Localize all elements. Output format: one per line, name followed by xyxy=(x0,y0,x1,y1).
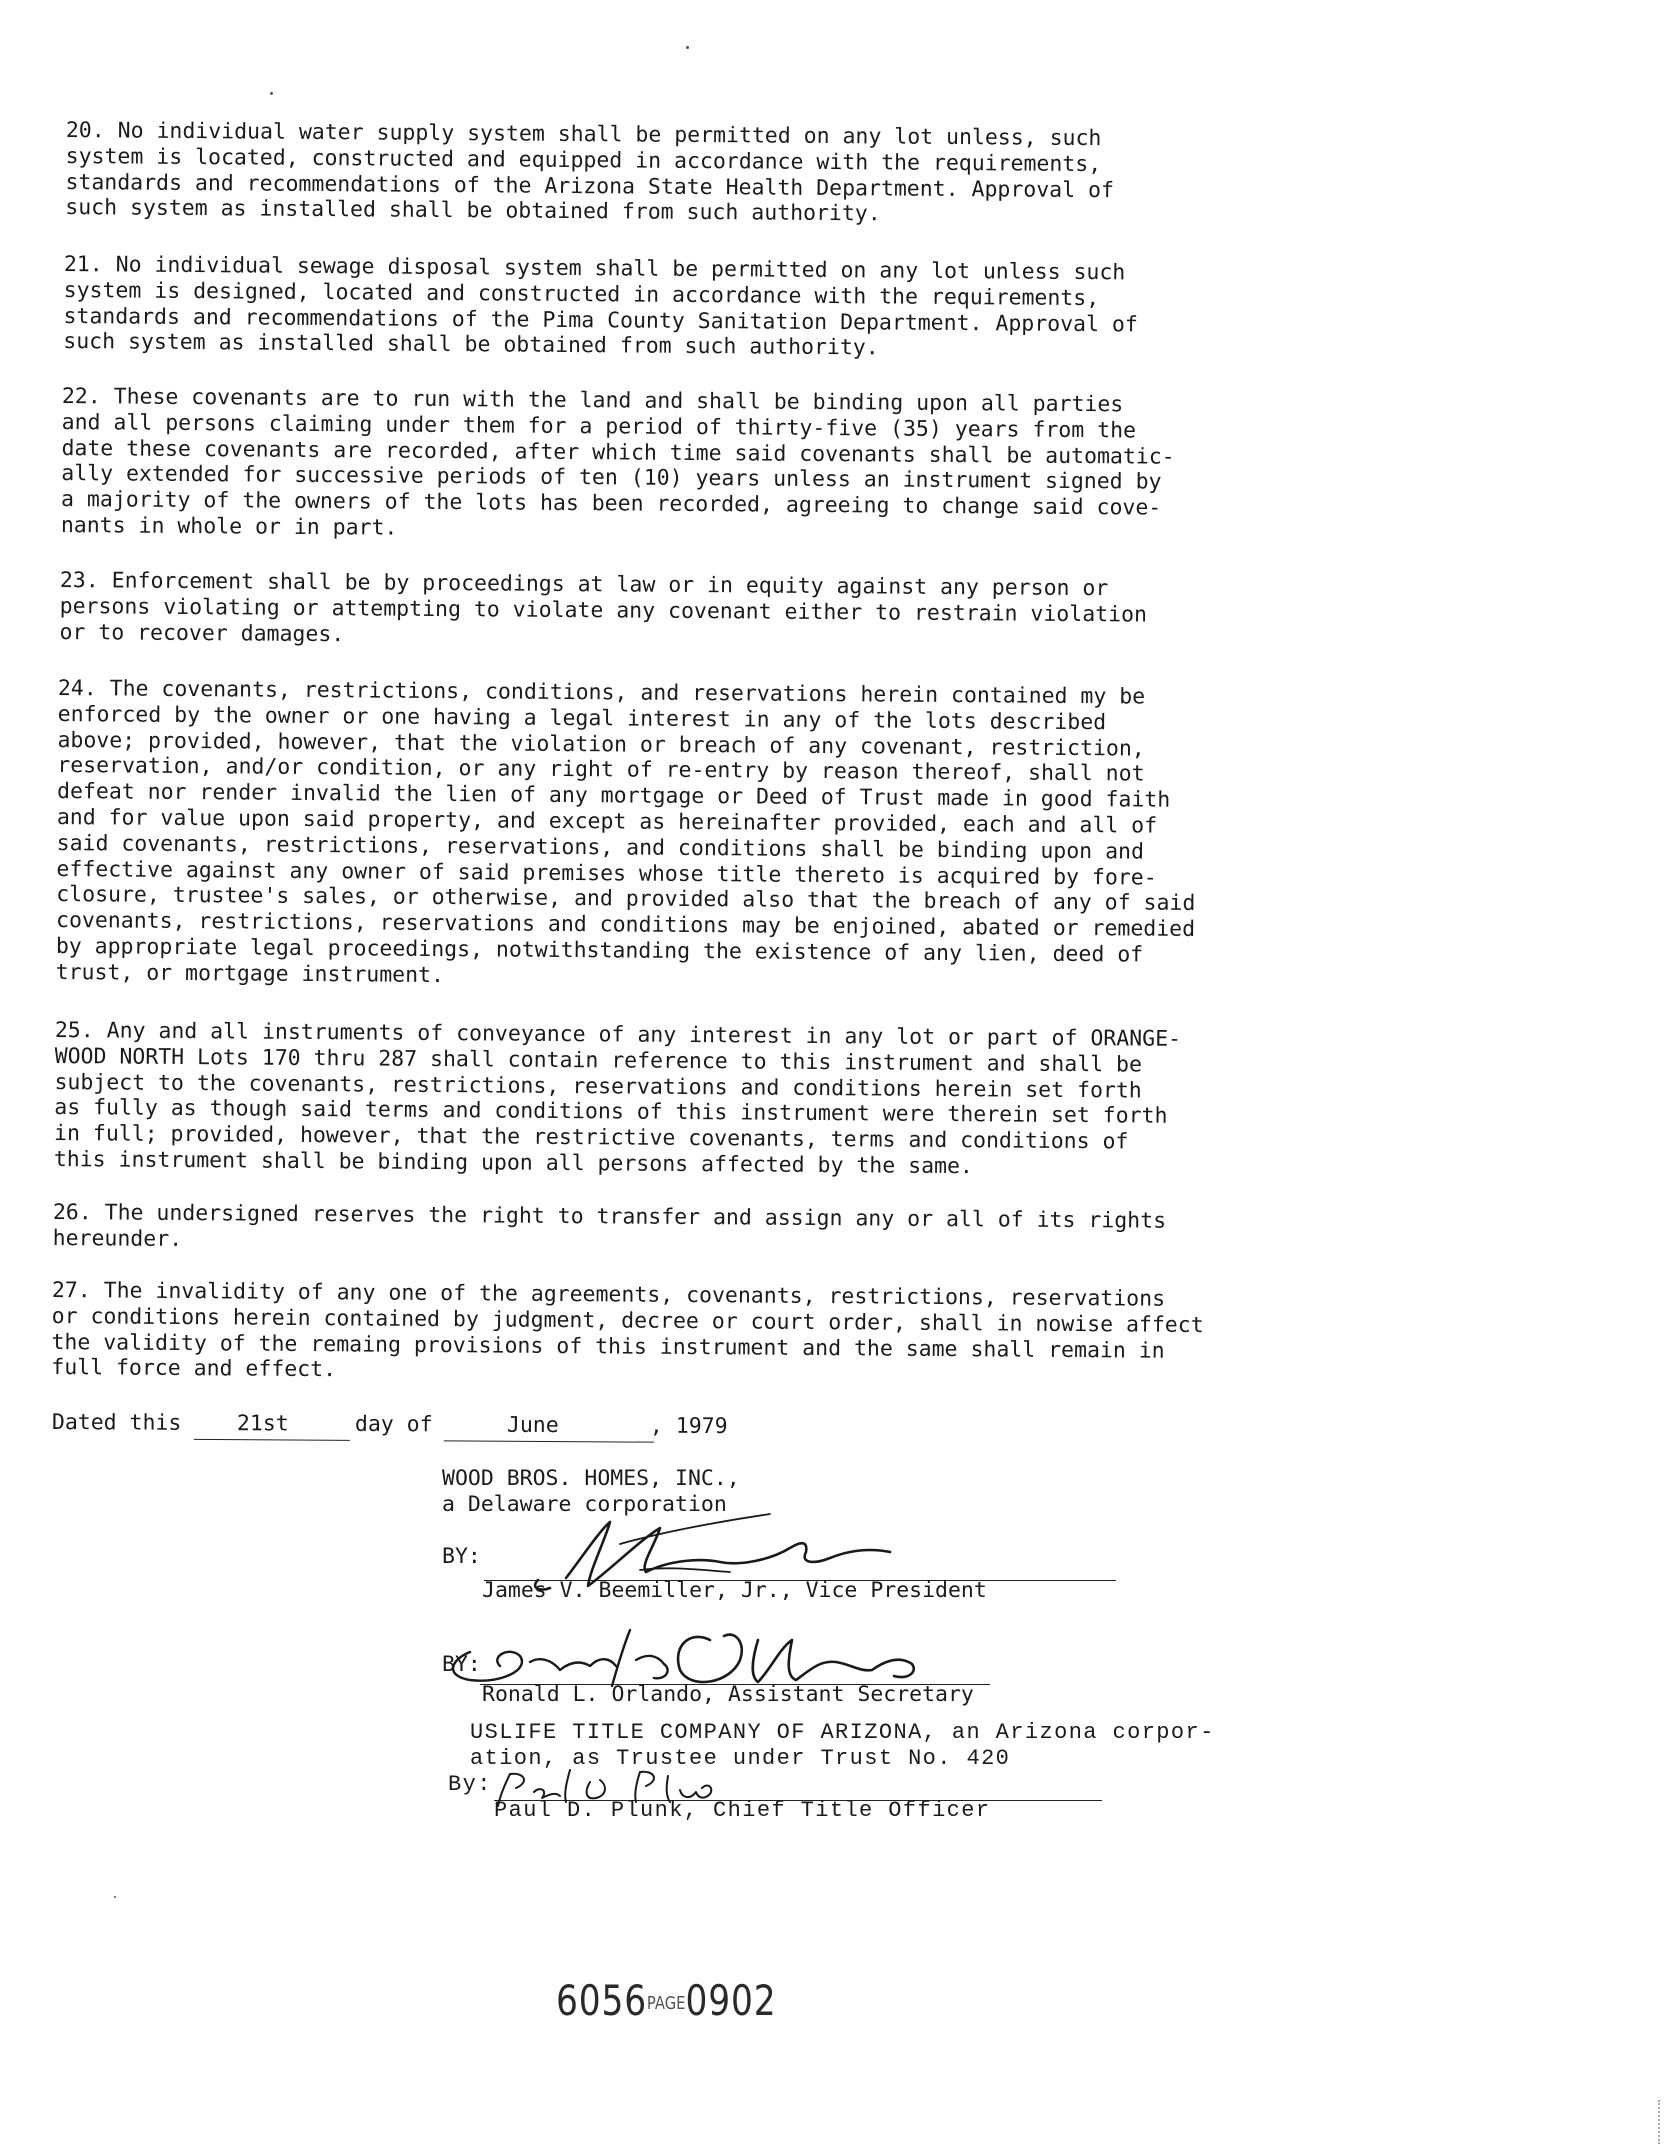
scan-speck xyxy=(270,92,273,95)
company-description: a Delaware corporation xyxy=(442,1492,727,1517)
signer-3-name: Paul D. Plunk, Chief Title Officer xyxy=(494,1798,991,1823)
signer-2-name: Ronald L. Orlando, Assistant Secretary xyxy=(482,1682,974,1707)
dated-prefix: Dated this xyxy=(51,1410,182,1436)
paragraph-25: 25. Any and all instruments of conveyance of any interest in any lot or part of ORANGE- WOOD NORTH Lots 170 thru 287 shall contain reference to this instrument and shall be subject to the covenants, restrictions, reservations and conditions herein set forth as fully as though said terms and conditions of this instrument were therein set forth in full; provided, however, that the restrictive covenants, terms and conditions of this instrument shall be binding upon all persons affected by the same. xyxy=(53,1018,1182,1180)
paragraph-26: 26. The undersigned reserves the right to transfer and assign any or all of its rights hereunder. xyxy=(52,1200,1167,1252)
signer-1-name: James V. Beemiller, Jr., Vice President xyxy=(482,1578,987,1603)
paragraph-24: 24. The covenants, restrictions, conditions, and reservations herein contained my be enforced by the owner or one having a legal interest in any of the lots described above; provided, however, that the violation or breach of any covenant, restriction, reservation, and/or condition, or any right of re-entry by reason thereof, shall not defeat nor render invalid the lien of any mortgage or Deed of Trust made in good faith and for value upon said property, and except as hereinafter provided, each and all of said covenants, restrictions, reservations, and conditions shall be binding upon and effective against any owner of said premises whose title thereto is acquired by fore- closure, trustee's sales, or otherwise, and provided also that the breach of any of said covenants, restrictions, reservations and conditions may be enjoined, abated or remedied by appropriate legal proceedings, notwithstanding the existence of any lien, deed of trust, or mortgage instrument. xyxy=(55,676,1196,988)
scan-speck xyxy=(114,1896,116,1898)
recording-stamp xyxy=(556,1976,776,2025)
by-label-3: By: xyxy=(448,1772,492,1797)
dated-line xyxy=(52,1410,832,1449)
scan-edge-marks xyxy=(1654,2100,1660,2144)
stamp-docket: 6056 xyxy=(556,1976,647,2025)
paragraph-22: 22. These covenants are to run with the land and shall be binding upon all parties and all persons claiming under them for a period of thirty-five (35) years from the date these covenants are recorded, after which time said covenants shall be automatic- ally extended for successive periods of ten (10) years unless an instrument signed by a majority of the owners of the lots has been recorded, agreeing to change said cove- nants in whole or in part. xyxy=(60,384,1175,541)
day-underline xyxy=(194,1439,350,1441)
paragraph-23: 23. Enforcement shall be by proceedings at law or in equity against any person or persons violating or attempting to violate any covenant either to restrain violation or to recover damages. xyxy=(59,568,1148,647)
company-name: WOOD BROS. HOMES, INC., xyxy=(442,1466,740,1491)
dated-day: 21st xyxy=(236,1411,289,1437)
stamp-page: 0902 xyxy=(685,1976,777,2025)
dated-year: , 1979 xyxy=(649,1413,728,1440)
dated-middle: day of xyxy=(354,1411,433,1438)
paragraph-21: 21. No individual sewage disposal system shall be permitted on any lot unless such system is designed, located and constructed in accordance with the requirements, standards and recommendations of the Pima County Sanitation Department. Approval of such system as installed shall be obtained from such authority. xyxy=(63,252,1138,361)
month-underline xyxy=(444,1440,654,1442)
trustee-line-2: ation, as Trustee under Trust No. 420 xyxy=(470,1746,1011,1771)
dated-month: June xyxy=(506,1412,559,1439)
by-label-1: BY: xyxy=(442,1544,481,1569)
paragraph-20: 20. No individual water supply system shall be permitted on any lot unless, such system is located, constructed and equipped in accordance with the requirements, standards and recommendations of the Arizona State Health Department. Approval of such system as installed shall be obtained from such authority. xyxy=(65,118,1115,227)
paragraph-27: 27. The invalidity of any one of the agreements, covenants, restrictions, reservations or conditions herein contained by judgment, decree or court order, shall in nowise affect the validity of the remaing provisions of this instrument and the same shall remain in full force and effect. xyxy=(51,1278,1204,1383)
by-label-2: BY: xyxy=(442,1652,481,1677)
stamp-page-label: PAGE xyxy=(646,1993,686,2014)
trustee-line-1: USLIFE TITLE COMPANY OF ARIZONA, an Arizona corpor- xyxy=(470,1720,1215,1745)
scan-speck xyxy=(686,46,689,49)
